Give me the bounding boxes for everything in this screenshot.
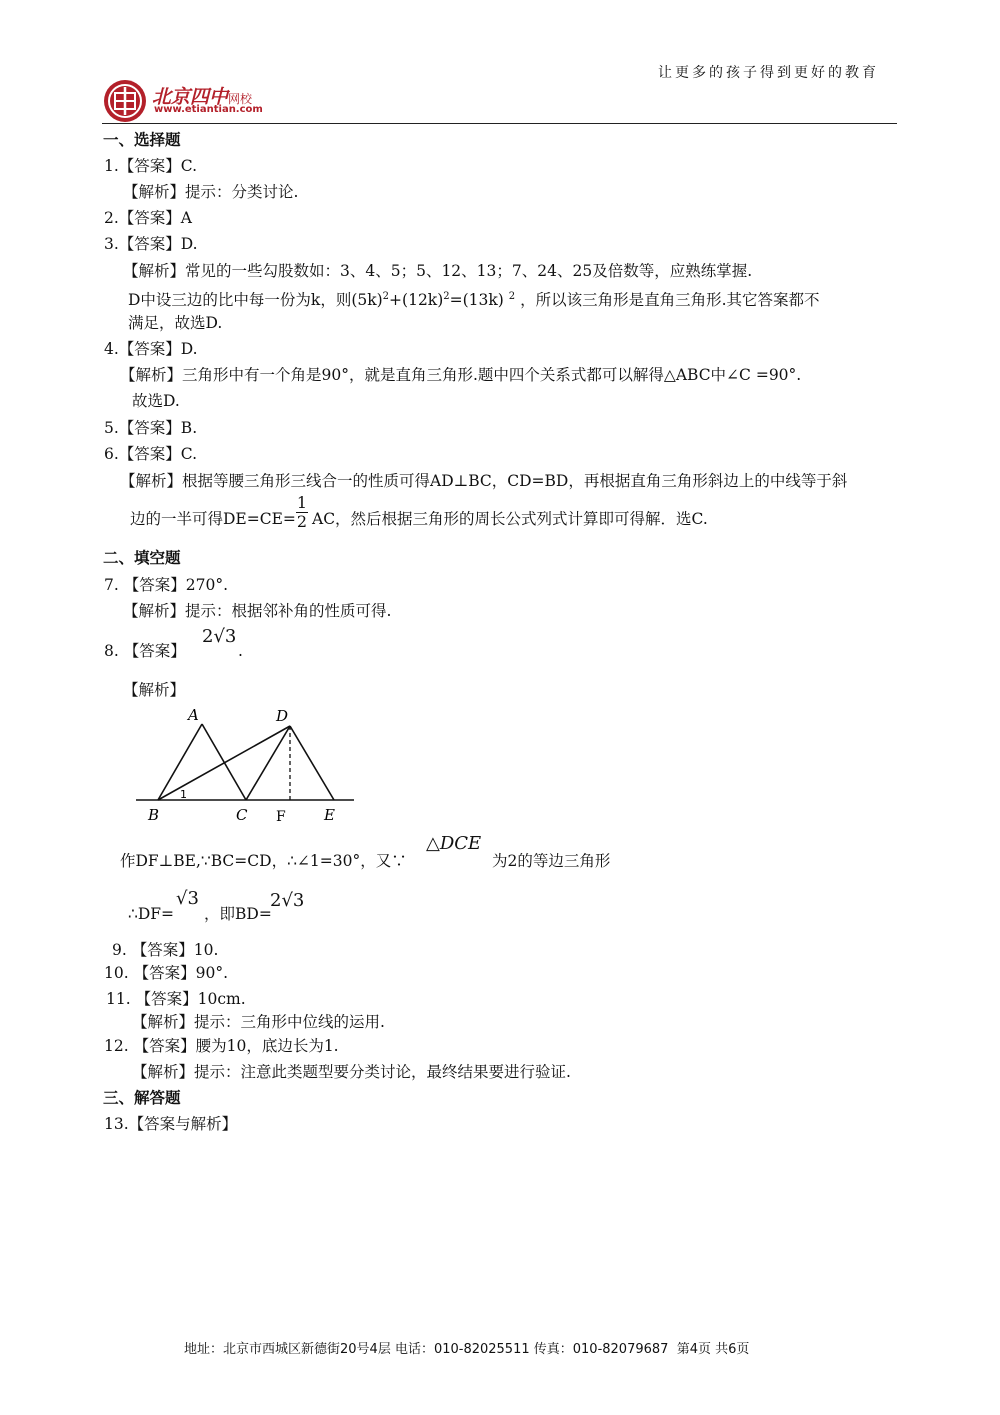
q8-proof-line2b: ，即BD= [204,905,272,923]
q8-answer-end: . [238,642,243,660]
q6-analysis-line2b: AC，然后根据三角形的周长公式列式计算即可得解．选C. [312,510,708,528]
q3-sup-b: 2 [443,291,450,302]
q6-answer [104,444,197,464]
q6-num: 6. [104,445,119,463]
q1-answer-text: 【答案】C. [118,157,198,175]
q3-line2-c: =(13k) [449,291,504,310]
q8-answer [104,641,186,661]
q10-answer [104,963,228,983]
logo-url: www.etiantian.com [154,104,263,115]
segment-de [290,726,334,800]
q8-proof-line1a: 作DF⊥BE,∵BC=CD，∴∠1=30°，又∵ [120,852,407,870]
q3-sup-a: 2 [382,291,390,302]
q3-line2-a: D中设三边的比中每一份为k，则(5k) [128,291,383,310]
footer-address-text: 地址：北京市西城区新德街20号4层 电话：010-82025511 传真：010-82079687 [184,1342,669,1357]
q1-answer [104,156,197,176]
q11-num: 11. [106,990,131,1008]
q3-num: 3. [104,235,119,253]
segment-cd [246,726,290,800]
logo-sub: 网校 [228,92,253,106]
q5-answer [104,418,197,438]
segment-bd [158,726,290,800]
q10-answer-text: 【答案】90°. [133,964,228,982]
label-angle-1: 1 [180,788,187,801]
q13-num: 13. [104,1115,129,1133]
q3-answer-text: 【答案】D. [118,235,198,253]
label-b: B [148,806,160,824]
q8-proof-2sqrt3: 2√3 [270,890,305,911]
q1-num: 1. [104,157,119,175]
q2-answer [104,208,192,228]
q4-num: 4. [104,340,119,358]
q3-analysis-line3: 满足，故选D. [128,314,223,332]
header-slogan: 让更多的孩子得到更好的教育 [658,65,879,81]
q6-frac-den: 2 [296,512,308,531]
q6-frac-num: 1 [296,493,308,512]
section-heading-choice: 一、选择题 [103,131,181,149]
q4-analysis: 【解析】三角形中有一个角是90°，就是直角三角形.题中四个关系式都可以解得△ABC中∠C =90°. [120,366,802,384]
q8-proof-triangle: △DCE [426,833,482,854]
q8-analysis: 【解析】 [123,681,186,699]
q7-answer [104,575,228,595]
q7-num: 7. [104,576,119,594]
logo-name: 北京四中 [152,86,229,108]
q11-answer [106,989,246,1009]
q3-line2-b: +(12k) [389,291,444,310]
label-a: A [188,706,199,724]
footer-page: 第4页 共6页 [676,1342,750,1357]
section-heading-fill: 二、填空题 [103,549,181,567]
q8-proof-line1b: 为2的等边三角形 [492,852,611,870]
q10-num: 10. [104,964,129,982]
q4-answer-text: 【答案】D. [118,340,198,358]
label-f: F [276,809,286,825]
q9-answer [112,940,218,960]
q4-analysis-line2: 故选D. [132,392,180,410]
q8-answer-text: 【答案】 [123,642,186,660]
q4-answer [104,339,198,359]
q12-num: 12. [104,1037,129,1055]
q9-answer-text: 【答案】10. [131,941,219,959]
q5-answer-text: 【答案】B. [118,419,198,437]
segment-ac [202,724,246,800]
q13-answer [104,1114,237,1134]
q12-analysis: 【解析】提示：注意此类题型要分类讨论，最终结果要进行验证. [132,1063,571,1081]
triangle-figure [130,700,370,830]
q3-analysis-line2 [128,287,820,310]
label-e: E [324,806,335,824]
q11-analysis: 【解析】提示：三角形中位线的运用. [132,1013,385,1031]
q3-line2-d: ，所以该三角形是直角三角形.其它答案都不 [520,291,820,310]
q13-answer-text: 【答案与解析】 [128,1115,238,1133]
q8-proof-sqrt3: √3 [176,888,199,909]
header-rule [102,123,897,124]
q3-analysis: 【解析】常见的一些勾股数如：3、4、5；5、12、13；7、24、25及倍数等，应熟练掌握. [123,262,753,280]
q2-num: 2. [104,209,119,227]
q8-num: 8. [104,642,119,660]
section-heading-solve: 三、解答题 [103,1089,181,1107]
q6-analysis: 【解析】根据等腰三角形三线合一的性质可得AD⊥BC，CD=BD，再根据直角三角形斜边上的中线等于斜 [120,472,848,490]
label-c: C [236,806,248,824]
q3-answer [104,234,198,254]
q12-answer [104,1036,339,1056]
footer-address [184,1338,749,1357]
q9-num: 9. [112,941,127,959]
q8-answer-math: 2√3 [202,626,237,647]
q6-fraction [294,494,310,531]
q12-answer-text: 【答案】腰为10，底边长为1. [133,1037,339,1055]
q7-answer-text: 【答案】270°. [123,576,228,594]
q11-answer-text: 【答案】10cm. [135,990,246,1008]
q3-sup-c: 2 [508,291,516,302]
label-d: D [276,707,289,725]
q1-analysis: 【解析】提示：分类讨论. [123,183,299,201]
q8-proof-line2a: ∴DF= [128,905,175,923]
q6-answer-text: 【答案】C. [118,445,198,463]
q7-analysis: 【解析】提示：根据邻补角的性质可得. [123,602,392,620]
logo-emblem-icon [102,78,148,124]
q2-answer-text: 【答案】A [118,209,192,227]
q5-num: 5. [104,419,119,437]
q6-analysis-line2a: 边的一半可得DE=CE= [130,510,296,528]
